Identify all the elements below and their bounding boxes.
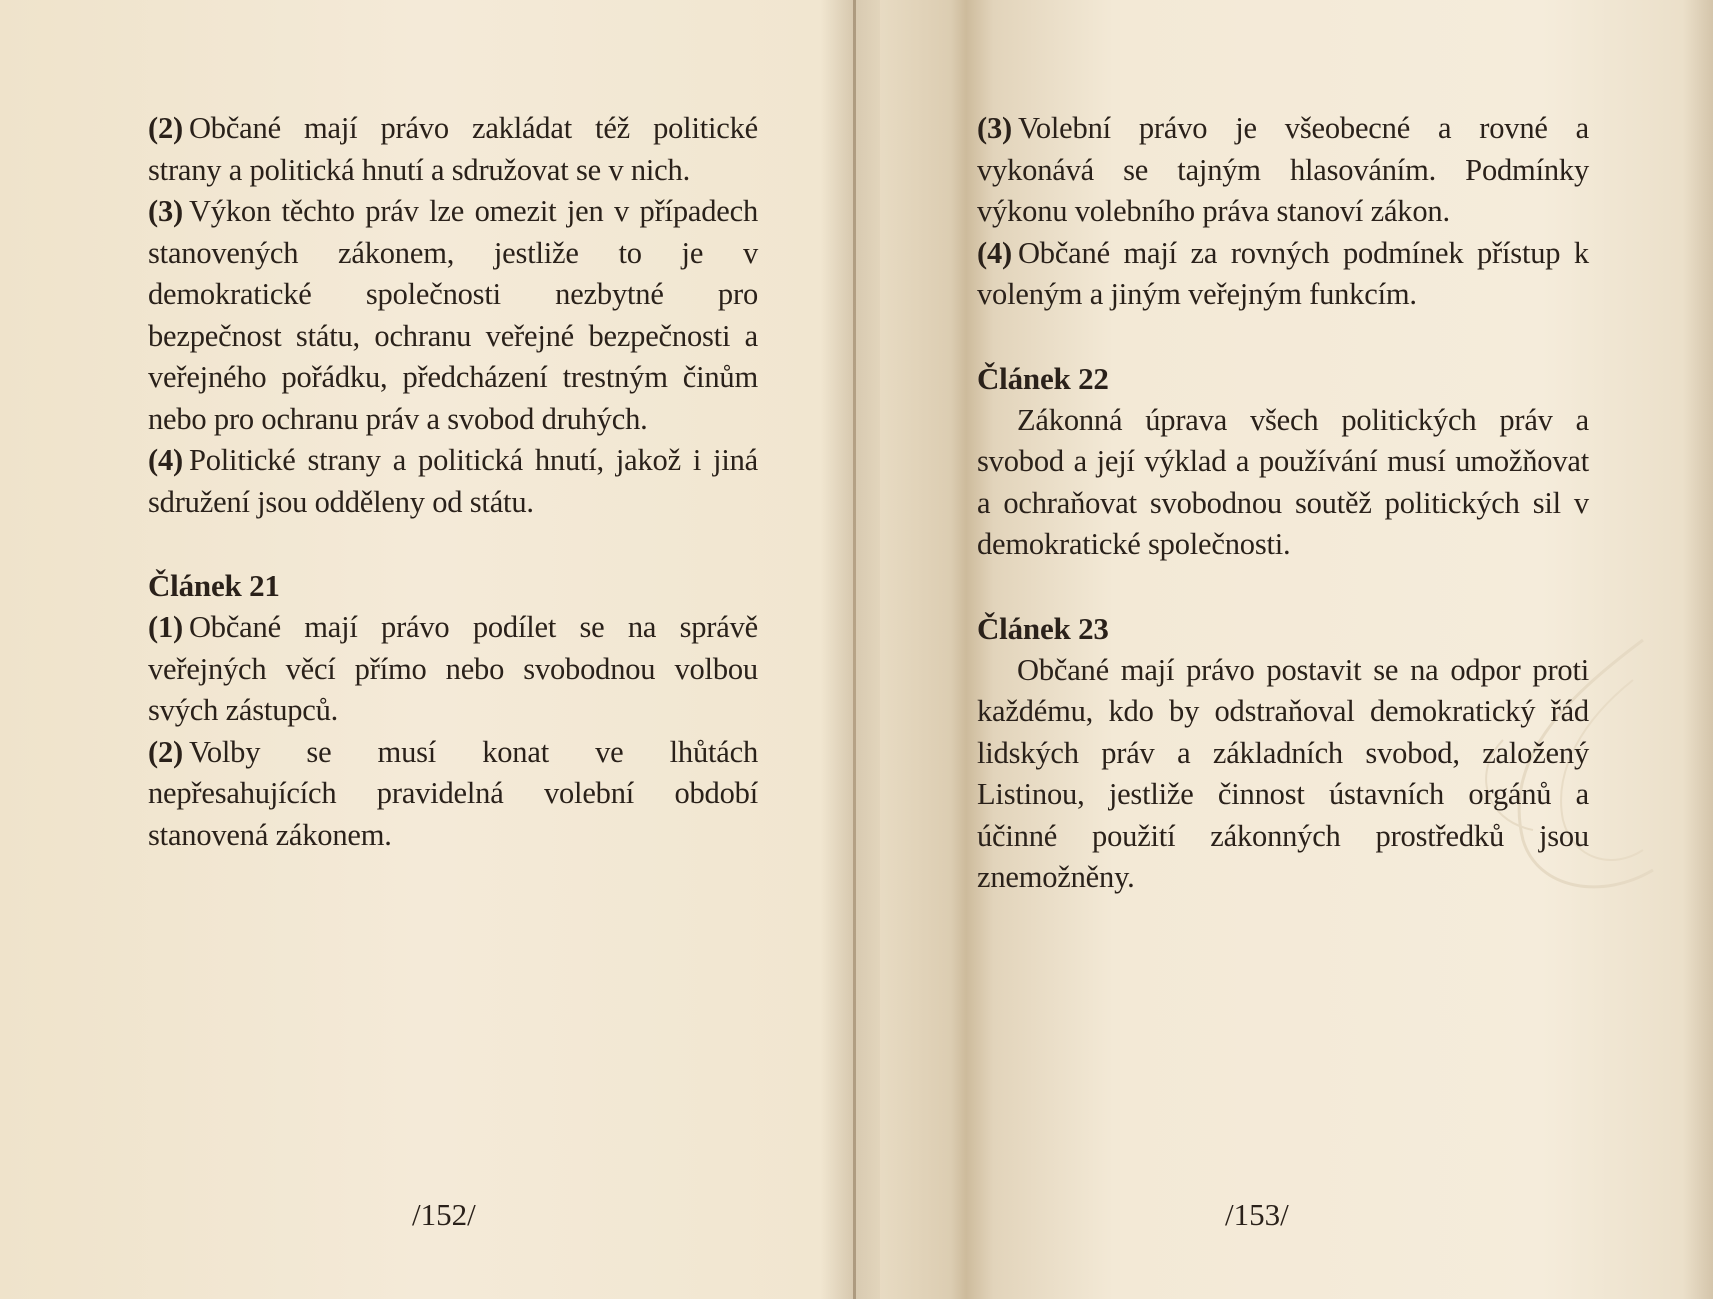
paragraph [148, 607, 758, 732]
article-heading: Článek 23 [977, 610, 1109, 646]
paragraph-text: Občané mají za rovných podmínek přístup k voleným a jiným veřejným funkcím. [977, 235, 1589, 311]
paragraph [148, 440, 758, 523]
book-gutter [853, 0, 856, 1299]
gutter-shadow [820, 0, 880, 1299]
paragraph-number: (2) [148, 734, 183, 769]
paragraph [977, 108, 1589, 233]
paragraph-number: (4) [148, 443, 183, 477]
paragraph [977, 233, 1589, 316]
paragraph-text: Občané mají právo podílet se na správě veřejných věcí přímo nebo svobodnou volbou svých zástupců. [148, 610, 758, 727]
paragraph [148, 191, 758, 440]
paragraph-text: Volební právo je všeobecné a rovné a vykonává se tajným hlasováním. Podmínky výkonu volebního práva stanoví zákon. [977, 111, 1589, 228]
paragraph-number: (1) [148, 610, 183, 644]
paragraph-number: (3) [148, 194, 183, 228]
paragraph-text: Výkon těchto práv lze omezit jen v případech stanovených zákonem, jestliže to je v demokratické společnosti nezbytné pro bezpečnost státu, ochranu veřejné bezpečnosti a veřejného pořádku, předcházení trestným činům nebo pro ochranu práv a svobod druhých. [148, 194, 758, 436]
page-number: /153/ [1225, 1197, 1289, 1232]
paragraph [148, 108, 758, 191]
article-heading: Článek 22 [977, 360, 1109, 396]
paragraph [148, 732, 758, 857]
paragraph-text: Volby se musí konat ve lhůtách nepřesahujících pravidelná volební období stanovená zákonem. [148, 734, 758, 852]
page-edge-shadow [1683, 0, 1713, 1299]
paragraph-number: (2) [148, 111, 183, 145]
article-heading: Článek 21 [148, 568, 280, 603]
paragraph-text: Občané mají právo zakládat též politické strany a politická hnutí a sdružovat se v nich. [148, 111, 758, 187]
paragraph-text: Politické strany a politická hnutí, jakož i jiná sdružení jsou odděleny od státu. [148, 443, 758, 519]
article-text: Zákonná úprava všech politických práv a svobod a její výklad a používání musí umožňovat a ochraňovat svobodnou soutěž politických sil v demokratické společnosti. [977, 402, 1589, 561]
paragraph-number: (4) [977, 235, 1012, 270]
paragraph-number: (3) [977, 111, 1012, 145]
left-page [148, 108, 758, 856]
page-number: /152/ [412, 1197, 476, 1232]
right-page [977, 108, 1589, 899]
article-text: Občané mají právo postavit se na odpor proti každému, kdo by odstraňoval demokratický řád lidských práv a základních svobod, založený Listinou, jestliže činnost ústavních orgánů a účinné použití zákonných prostředků jsou znemožněny. [977, 652, 1589, 894]
